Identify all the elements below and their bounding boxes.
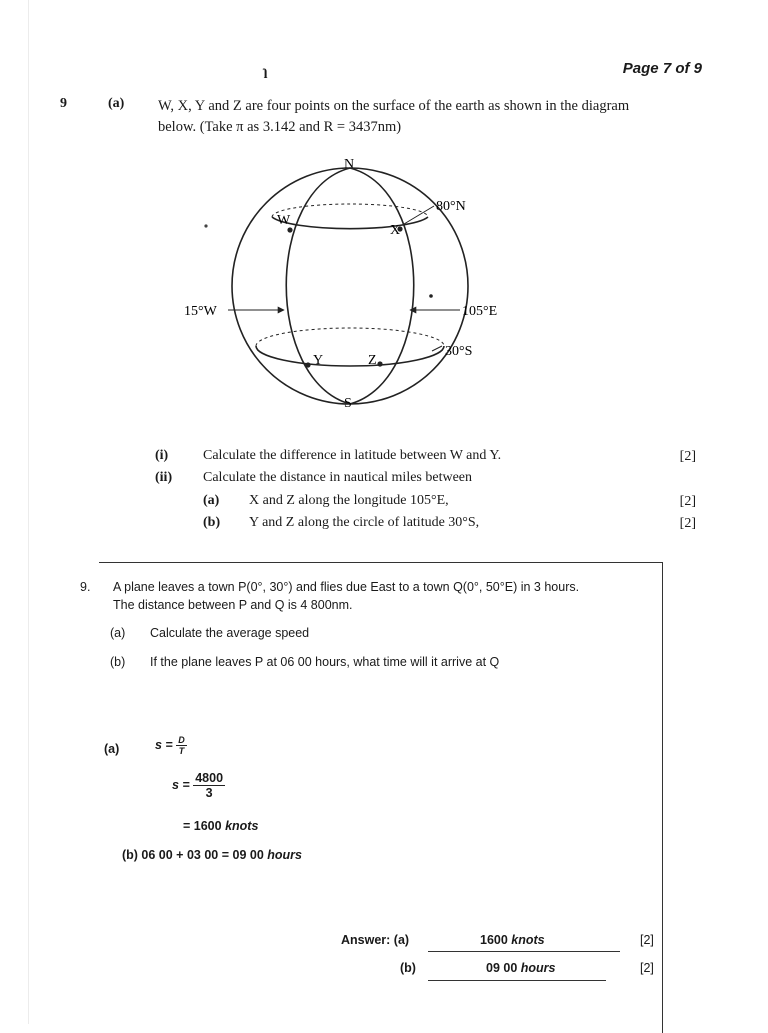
globe-outline — [232, 168, 468, 404]
meridian-15w — [286, 168, 350, 404]
subpart-number: (b) — [203, 515, 221, 530]
speed-result — [183, 819, 258, 833]
scan-edge-line — [28, 0, 29, 1024]
label-80n: 80°N — [436, 199, 466, 214]
time-working-text: (b) 06 00 + 03 00 = 09 00 — [122, 848, 264, 862]
part-label: (a) — [110, 626, 126, 640]
part-text: If the plane leaves P at 06 00 hours, what time will it arrive at Q — [150, 655, 500, 669]
answer-label: Answer: (a) — [341, 933, 410, 947]
answer-b-unit: hours — [520, 961, 556, 975]
answer-b-line — [428, 980, 606, 981]
answer-a-marks: [2] — [640, 933, 654, 947]
time-working — [122, 848, 302, 862]
earth-globe-diagram — [170, 150, 550, 412]
subpart-marks: [2] — [679, 516, 696, 531]
subpart-text: X and Z along the longitude 105°E, — [249, 493, 449, 508]
answer-b-value: 09 00 — [486, 961, 518, 975]
label-n: N — [344, 157, 355, 172]
question-part-label: (a) — [108, 96, 125, 111]
label-s: S — [344, 396, 352, 411]
question-stem-line-1: W, X, Y and Z are four points on the surface of the earth as shown in the diagram — [158, 98, 630, 114]
label-15w: 15°W — [184, 304, 217, 319]
question-stem — [158, 96, 718, 138]
speed-formula — [155, 735, 187, 756]
latitude-30s-back — [256, 328, 444, 346]
result-unit: knots — [225, 819, 259, 833]
question-stem-line-2: below. (Take π as 3.142 and R = 3437nm) — [158, 119, 402, 135]
subpart-text: Calculate the difference in latitude between W and Y. — [203, 448, 502, 463]
question-stem-line-2: The distance between P and Q is 4 800nm. — [113, 598, 353, 612]
part-label: (b) — [110, 655, 126, 669]
label-105e: 105°E — [462, 304, 498, 319]
label-30s: 30°S — [445, 344, 473, 359]
page-number: Page 7 of 9 — [622, 60, 702, 77]
substitution-fraction — [193, 771, 225, 800]
subpart-number: (ii) — [155, 470, 173, 485]
formula-fraction — [176, 735, 187, 756]
answer-a-line — [428, 951, 620, 952]
substitution-lhs: s = — [172, 777, 190, 792]
point-y — [305, 362, 310, 367]
subpart-text: Calculate the distance in nautical miles between — [203, 470, 473, 485]
subpart-marks: [2] — [679, 449, 696, 464]
label-x: X — [390, 223, 401, 238]
meridian-105e — [350, 168, 414, 404]
fraction-denominator: T — [178, 746, 185, 756]
point-w — [287, 227, 292, 232]
fraction-numerator: 4800 — [195, 771, 224, 785]
part-text: Calculate the average speed — [150, 626, 310, 640]
pointer-30s — [432, 346, 442, 351]
time-working-unit: hours — [267, 848, 302, 862]
answer-a-unit: knots — [511, 933, 545, 947]
formula-lhs: s = — [155, 737, 173, 752]
subpart-text: Y and Z along the circle of latitude 30°S, — [249, 515, 480, 530]
label-w: W — [277, 213, 291, 228]
result-value: = 1600 — [183, 819, 222, 833]
answer-a-value: 1600 — [480, 933, 508, 947]
label-y: Y — [313, 353, 324, 368]
working-part-label: (a) — [104, 742, 120, 756]
answer-b-marks: [2] — [640, 961, 654, 975]
question-number: 9 — [60, 96, 67, 111]
stray-dot-left — [204, 224, 207, 227]
substitution — [172, 771, 225, 800]
question-stem-line-1: A plane leaves a town P(0°, 30°) and flies due East to a town Q(0°, 50°E) in 3 hours. — [113, 580, 580, 594]
fraction-denominator: 3 — [205, 786, 213, 800]
subpart-number: (i) — [155, 448, 169, 463]
latitude-30s-front — [256, 346, 444, 366]
point-z — [377, 361, 382, 366]
question-number: 9. — [80, 580, 91, 594]
subpart-number: (a) — [203, 493, 220, 508]
answer-b-label: (b) — [400, 961, 416, 975]
answer-b — [486, 961, 556, 975]
answer-a — [480, 933, 545, 947]
stray-dot — [429, 294, 433, 298]
pen-mark: ɿ — [262, 64, 268, 79]
label-z: Z — [368, 353, 377, 368]
subpart-marks: [2] — [679, 494, 696, 509]
latitude-80n-back — [272, 204, 428, 217]
fraction-numerator: D — [178, 735, 185, 745]
